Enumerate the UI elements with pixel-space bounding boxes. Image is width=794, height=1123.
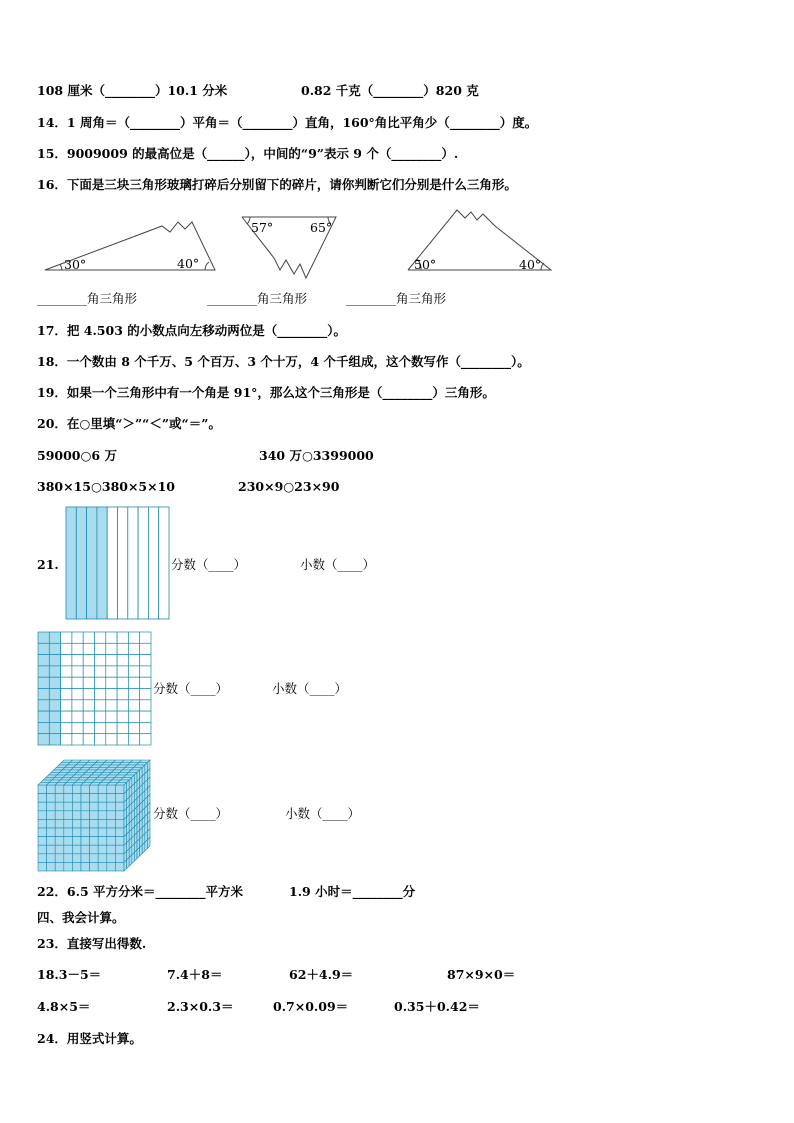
cube-front-cell [98,819,107,828]
cube-front-cell [38,794,47,803]
grid-cell [61,711,72,722]
figure-1-decimal: 小数（____） [300,557,376,572]
cube-front-cell [107,811,116,820]
cube-front-cell [81,802,90,811]
cube-front-cell [55,794,64,803]
cube-front-cell [98,802,107,811]
strip-column [76,507,86,619]
grid-cell [83,666,94,677]
cube-front-cell [64,854,73,863]
grid-cell [117,643,128,654]
cube-front-cell [115,785,124,794]
cube-front-cell [55,819,64,828]
cube-front-cell [72,854,81,863]
grid-cell [95,655,106,666]
cube-front-cell [64,794,73,803]
cube-front-cell [38,837,47,846]
grid-cell [49,722,60,733]
grid-cell [61,700,72,711]
cube-front-cell [81,785,90,794]
grid-cell [128,677,139,688]
cube-front-cell [47,802,56,811]
cube-front-cell [64,811,73,820]
grid-cell [117,700,128,711]
decimal-strip-figure [66,507,170,620]
grid-cell [128,666,139,677]
cube-front-cell [90,802,99,811]
cube-front-cell [47,785,56,794]
strip-column [148,507,158,619]
grid-cell [128,632,139,643]
grid-cell [140,722,151,733]
cube-front-cell [107,794,116,803]
cube-front-cell [64,785,73,794]
cube-front-cell [81,794,90,803]
grid-cell [83,722,94,733]
cube-front-cell [90,819,99,828]
cube-front-cell [38,819,47,828]
strip-column [159,507,169,619]
cube-front-cell [107,837,116,846]
cube-front-cell [98,828,107,837]
cube-front-cell [47,862,56,871]
grid-cell [95,722,106,733]
q16-answer-1: ________角三角形 [37,291,138,306]
grid-cell [128,655,139,666]
grid-cell [106,734,117,745]
q19-text: 19．如果一个三角形中有一个角是 91°，那么这个三角形是（________）三角形。 [37,385,495,400]
grid-cell [61,722,72,733]
cube-front-cell [107,845,116,854]
cube-front-cell [38,845,47,854]
triangle-1-angle-b: 40° [177,256,200,271]
cube-front-cell [98,845,107,854]
figure-3-fraction: 分数（____） [153,806,229,821]
grid-cell [95,711,106,722]
grid-cell [49,734,60,745]
grid-cell [117,711,128,722]
triangle-3-angle-a: 50° [414,257,437,272]
grid-cell [140,689,151,700]
grid-cell [117,632,128,643]
triangle-2-angle-b: 65° [310,220,333,235]
figure-1-fraction: 分数（____） [171,557,247,572]
hundred-grid-figure [38,632,152,746]
grid-cell [95,700,106,711]
cube-front-cell [47,845,56,854]
q23-r2-c2: 2.3×0.3＝ [167,999,234,1014]
grid-cell [72,689,83,700]
grid-cell [83,700,94,711]
cube-front-cell [115,819,124,828]
grid-cell [128,700,139,711]
grid-cell [95,734,106,745]
cube-front-cell [55,837,64,846]
grid-cell [38,655,49,666]
grid-cell [128,643,139,654]
cube-front-cell [72,828,81,837]
cube-front-cell [81,819,90,828]
grid-cell [49,643,60,654]
grid-cell [72,711,83,722]
q24-text: 24．用竖式计算。 [37,1031,142,1046]
strip-column [66,507,76,619]
grid-cell [128,711,139,722]
cube-front-cell [64,837,73,846]
cube-front-cell [47,828,56,837]
figure-2-decimal: 小数（____） [272,681,348,696]
grid-cell [95,643,106,654]
grid-cell [49,655,60,666]
cube-front-cell [72,862,81,871]
grid-cell [140,677,151,688]
cube-front-cell [81,828,90,837]
q18-text: 18．一个数由 8 个千万、5 个百万、3 个十万，4 个千组成，这个数写作（________）。 [37,354,530,369]
grid-cell [140,643,151,654]
cube-front-cell [81,837,90,846]
cube-front-cell [107,828,116,837]
cube-front-cell [55,785,64,794]
cube-front-cell [55,811,64,820]
cube-front-cell [55,845,64,854]
cube-front-cell [115,862,124,871]
grid-cell [38,689,49,700]
q20-item-1: 59000○6 万 [37,448,117,463]
grid-cell [72,655,83,666]
cube-front-cell [64,845,73,854]
grid-cell [140,632,151,643]
q23-r1-c3: 62＋4.9＝ [289,967,354,982]
strip-column [107,507,117,619]
grid-cell [49,689,60,700]
grid-cell [106,666,117,677]
grid-cell [140,655,151,666]
q23-r1-c4: 87×9×0＝ [447,967,516,982]
q13-left: 108 厘米（________）10.1 分米 [37,83,228,98]
cube-front-cell [72,794,81,803]
cube-front-cell [90,837,99,846]
cube-front-cell [90,845,99,854]
cube-front-cell [107,854,116,863]
grid-cell [38,666,49,677]
grid-cell [61,632,72,643]
grid-cell [72,643,83,654]
cube-front-cell [90,794,99,803]
grid-cell [106,689,117,700]
cube-front-cell [55,862,64,871]
strip-column [87,507,97,619]
strip-column [128,507,138,619]
figure-3-decimal: 小数（____） [285,806,361,821]
grid-cell [38,677,49,688]
cube-front-cell [98,811,107,820]
triangle-1-angle-a: 30° [64,257,87,272]
thousand-cube-figure [38,757,152,871]
grid-cell [140,666,151,677]
grid-cell [83,734,94,745]
grid-cell [95,689,106,700]
q17-text: 17．把 4.503 的小数点向左移动两位是（________）。 [37,323,346,338]
cube-front-cell [47,811,56,820]
grid-cell [117,677,128,688]
figure-2-fraction: 分数（____） [153,681,229,696]
cube-front-cell [98,785,107,794]
grid-cell [128,734,139,745]
grid-cell [106,711,117,722]
grid-cell [61,734,72,745]
cube-front-cell [115,802,124,811]
cube-front-cell [90,811,99,820]
grid-cell [95,677,106,688]
cube-front-cell [98,854,107,863]
grid-cell [72,666,83,677]
cube-front-cell [90,785,99,794]
grid-cell [38,700,49,711]
grid-cell [106,655,117,666]
cube-front-cell [98,794,107,803]
grid-cell [61,689,72,700]
q20-item-3: 380×15○380×5×10 [37,479,176,494]
grid-cell [72,632,83,643]
cube-front-cell [38,785,47,794]
cube-front-cell [38,828,47,837]
q21-number: 21. [37,557,59,572]
cube-front-cell [47,794,56,803]
grid-cell [38,722,49,733]
cube-front-cell [90,862,99,871]
grid-cell [49,711,60,722]
q20-stem: 20．在○里填“＞”“＜”或“＝”。 [37,416,221,431]
cube-front-cell [55,854,64,863]
section-4-heading: 四、我会计算。 [37,910,125,925]
grid-cell [72,734,83,745]
grid-cell [72,722,83,733]
cube-front-cell [81,845,90,854]
grid-cell [117,666,128,677]
triangle-2-angle-a: 57° [251,220,274,235]
cube-front-cell [64,828,73,837]
strip-column [97,507,107,619]
cube-front-cell [115,794,124,803]
grid-cell [61,666,72,677]
grid-cell [140,734,151,745]
q20-item-4: 230×9○23×90 [238,479,340,494]
cube-front-cell [47,854,56,863]
q15-text: 15．9009009 的最高位是（______），中间的“9”表示 9 个（________）. [37,146,459,161]
grid-cell [72,700,83,711]
grid-cell [95,632,106,643]
grid-cell [128,689,139,700]
grid-cell [72,677,83,688]
q22-b: 1.9 小时＝________分 [289,884,416,899]
q22-a: 22．6.5 平方分米＝________平方米 [37,884,243,899]
grid-cell [61,677,72,688]
grid-cell [83,677,94,688]
cube-front-cell [55,828,64,837]
cube-front-cell [72,845,81,854]
grid-cell [83,632,94,643]
cube-front-cell [38,802,47,811]
grid-cell [140,711,151,722]
triangle-3-angle-b: 40° [519,257,542,272]
cube-front-cell [38,811,47,820]
cube-front-cell [107,862,116,871]
grid-cell [49,666,60,677]
cube-front-cell [115,845,124,854]
cube-front-cell [38,854,47,863]
cube-front-cell [98,837,107,846]
cube-front-cell [72,802,81,811]
cube-front-cell [90,828,99,837]
grid-cell [117,689,128,700]
grid-cell [83,689,94,700]
grid-cell [117,722,128,733]
cube-front-cell [107,802,116,811]
cube-front-cell [81,811,90,820]
cube-front-cell [115,854,124,863]
grid-cell [49,632,60,643]
cube-front-cell [81,854,90,863]
grid-cell [106,722,117,733]
grid-cell [83,711,94,722]
cube-front-cell [115,811,124,820]
grid-cell [49,700,60,711]
q16-answer-2: ________角三角形 [207,291,308,306]
q13-right: 0.82 千克（________）820 克 [301,83,479,98]
cube-front-cell [55,802,64,811]
grid-cell [106,677,117,688]
grid-cell [61,655,72,666]
cube-front-cell [47,819,56,828]
q23-r2-c1: 4.8×5＝ [37,999,91,1014]
grid-cell [106,700,117,711]
grid-cell [83,643,94,654]
cube-front-cell [64,819,73,828]
grid-cell [83,655,94,666]
grid-cell [106,632,117,643]
grid-cell [140,700,151,711]
cube-front-cell [72,819,81,828]
q23-stem: 23．直接写出得数. [37,936,147,951]
cube-front-cell [115,837,124,846]
grid-cell [95,666,106,677]
q23-r2-c3: 0.7×0.09＝ [273,999,349,1014]
q16-stem: 16．下面是三块三角形玻璃打碎后分别留下的碎片，请你判断它们分别是什么三角形。 [37,177,517,192]
grid-cell [106,643,117,654]
cube-front-cell [72,837,81,846]
grid-cell [117,734,128,745]
q23-r2-c4: 0.35＋0.42＝ [394,999,480,1014]
q14-text: 14．1 周角＝（________）平角＝（________）直角，160°角比平角少（________）度。 [37,115,538,130]
q23-r1-c1: 18.3－5＝ [37,967,102,982]
cube-front-cell [115,828,124,837]
grid-cell [61,643,72,654]
strip-column [138,507,148,619]
grid-cell [38,632,49,643]
q23-r1-c2: 7.4＋8＝ [167,967,223,982]
cube-front-cell [90,854,99,863]
cube-front-cell [107,819,116,828]
cube-front-cell [38,862,47,871]
strip-column [118,507,128,619]
cube-front-cell [64,802,73,811]
q16-answer-3: ________角三角形 [346,291,447,306]
grid-cell [128,722,139,733]
cube-front-cell [81,862,90,871]
grid-cell [117,655,128,666]
cube-front-cell [47,837,56,846]
grid-cell [38,734,49,745]
cube-front-cell [98,862,107,871]
grid-cell [49,677,60,688]
cube-front-cell [64,862,73,871]
cube-front-cell [72,811,81,820]
cube-front-cell [107,785,116,794]
q20-item-2: 340 万○3399000 [259,448,374,463]
cube-front-cell [72,785,81,794]
grid-cell [38,643,49,654]
grid-cell [38,711,49,722]
